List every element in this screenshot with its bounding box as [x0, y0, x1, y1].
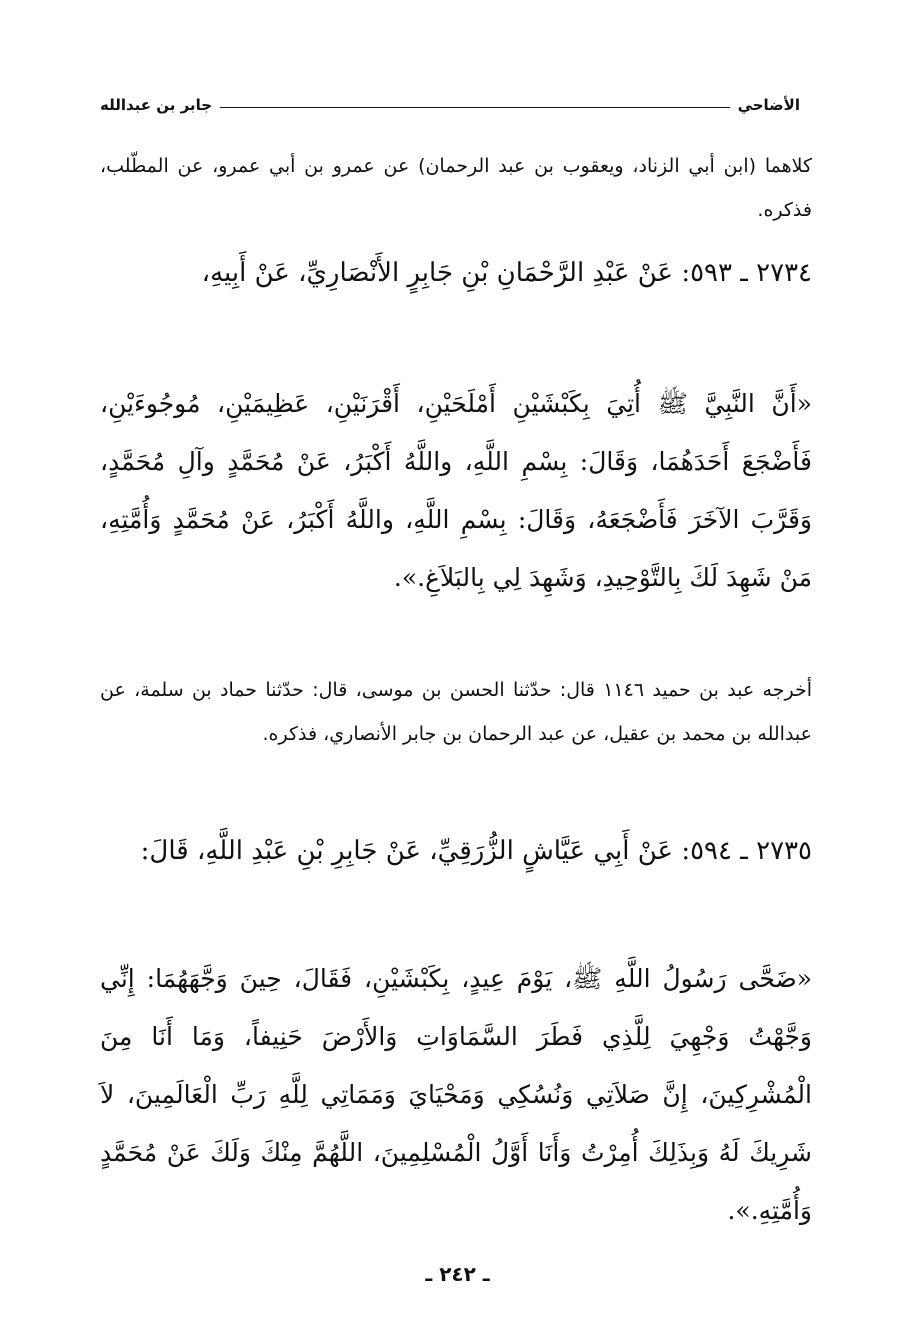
hadith-2735-heading: ٢٧٣٥ ـ ٥٩٤: عَنْ أَبِي عَيَّاشٍ الزُّرَقِيِّ، عَنْ جَابِرِ بْنِ عَبْدِ اللَّهِ، قَالَ:: [140, 836, 812, 866]
running-header: [100, 93, 800, 117]
hadith-2734-takhrij: أخرجه عبد بن حميد ١١٤٦ قال: حدّثنا الحسن بن موسى، قال: حدّثنا حماد بن سلمة، عن عبدالله بن محمد بن عقيل، عن عبد الرحمان بن جابر الأنصاري، فذكره.: [100, 679, 812, 745]
section-title: جابر بن عبدالله: [100, 96, 213, 114]
header-rule: [220, 107, 730, 108]
hadith-2734-heading: ٢٧٣٤ ـ ٥٩٣: عَنْ عَبْدِ الرَّحْمَانِ بْنِ جَابِرٍ الأَنْصَارِيِّ، عَنْ أَبِيهِ،: [201, 258, 812, 288]
intro-note: كلاهما (ابن أبي الزناد، ويعقوب بن عبد الرحمان) عن عمرو بن أبي عمرو، عن المطّلب، فذكره.: [100, 155, 812, 221]
page-number: ـ ٢٤٢ ـ: [425, 1262, 490, 1286]
book-title: الأضاحي: [737, 96, 800, 114]
hadith-2734-text: «أَنَّ النَّبِيَّ ﷺ أُتِيَ بِكَبْشَيْنِ أَمْلَحَيْنِ، أَقْرَنَيْنِ، عَظِيمَيْنِ، مُوجُوءَيْنِ، فَأَضْجَعَ أَحَدَهُمَا، وَقَالَ: بِسْمِ اللَّهِ، واللَّهُ أَكْبَرُ، عَنْ مُحَمَّدٍ وآلِ مُحَمَّدٍ، وَقَرَّبَ الآخَرَ فَأَضْجَعَهُ، وَقَالَ: بِسْمِ اللَّهِ، واللَّهُ أَكْبَرُ، عَنْ مُحَمَّدٍ وَأُمَّتِهِ، مَنْ شَهِدَ لَكَ بِالتَّوْحِيدِ، وَشَهِدَ لِي بِالبَلاَغِ.».: [100, 389, 812, 592]
hadith-2735-text: «ضَحَّى رَسُولُ اللَّهِ ﷺ، يَوْمَ عِيدٍ، بِكَبْشَيْنِ، فَقَالَ، حِينَ وَجَّهَهُمَا: إِنِّي وَجَّهْتُ وَجْهِيَ لِلَّذِي فَطَرَ السَّمَاوَاتِ وَالأَرْضَ حَنِيفاً، وَمَا أَنَا مِنَ الْمُشْرِكِينَ، إِنَّ صَلاَتِي وَنُسُكِي وَمَحْيَايَ وَمَمَاتِي لِلَّهِ رَبِّ الْعَالَمِينَ، لاَ شَرِيكَ لَهُ وَبِذَلِكَ أُمِرْتُ وَأَنَا أَوَّلُ الْمُسْلِمِينَ، اللَّهُمَّ مِنْكَ وَلَكَ عَنْ مُحَمَّدٍ وَأُمَّتِهِ.».: [100, 964, 812, 1225]
